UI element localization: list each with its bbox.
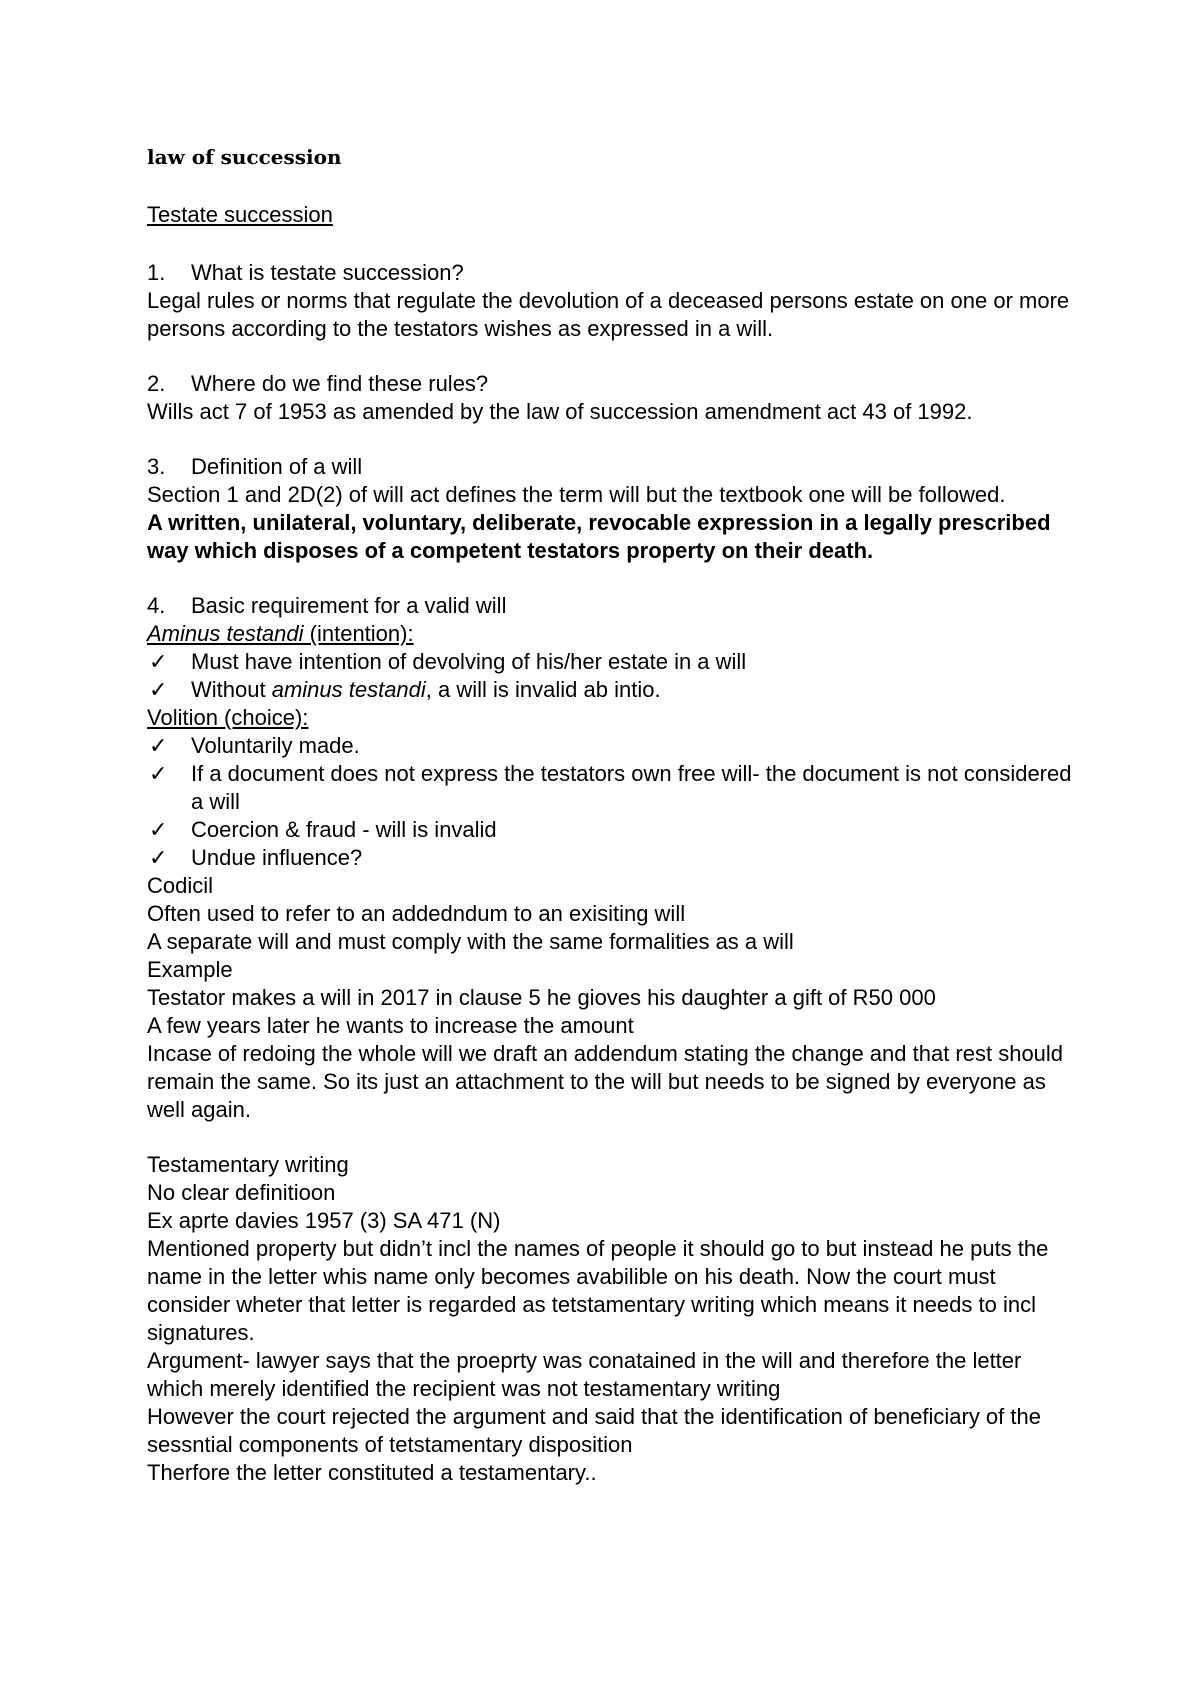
checkmark-icon: ✓: [149, 649, 168, 674]
codicil-section: [147, 872, 1077, 1124]
question-text: What is testate succession?: [191, 260, 464, 285]
list-item: [147, 648, 1077, 676]
volition-label: Volition (choice):: [147, 705, 309, 730]
testamentary-writing-section: [147, 1151, 1077, 1487]
paragraph: Argument- lawyer says that the proeprty was conatained in the will and therefore the letter which merely identified the recipient was not testamentary writing: [147, 1348, 1022, 1401]
animus-testandi-label: [147, 620, 1077, 648]
paragraph: However the court rejected the argument and said that the identification of beneficiary of the sessntial components of tetstamentary disposition: [147, 1404, 1041, 1457]
paragraph: Mentioned property but didn’t incl the names of people it should go to but instead he puts the name in the letter whis name only becomes avabilible on his death. Now the court must consider wheter that letter is regarded as tetstamentary writing which means it needs to incl signatures.: [147, 1236, 1049, 1345]
paragraph: No clear definitioon: [147, 1180, 336, 1205]
question-number: 3.: [147, 454, 166, 479]
paragraph: Testator makes a will in 2017 in clause 5 he gioves his daughter a gift of R50 000: [147, 985, 936, 1010]
example-label: Example: [147, 957, 233, 982]
list-item: [147, 844, 1077, 872]
question-text: Basic requirement for a valid will: [191, 593, 507, 618]
question-4: [147, 592, 1077, 620]
section-heading: Testate succession: [147, 202, 333, 227]
question-text: Where do we find these rules?: [191, 371, 489, 396]
list-item-text: Voluntarily made.: [191, 733, 360, 758]
list-item: [147, 676, 1077, 704]
paragraph: A separate will and must comply with the same formalities as a will: [147, 929, 794, 954]
case-citation: Ex aprte davies 1957 (3) SA 471 (N): [147, 1208, 501, 1233]
answer-2: Wills act 7 of 1953 as amended by the law of succession amendment act 43 of 1992.: [147, 399, 973, 424]
list-item-text: Coercion & fraud - will is invalid: [191, 817, 497, 842]
testamentary-heading: Testamentary writing: [147, 1152, 349, 1177]
answer-3: Section 1 and 2D(2) of will act defines the term will but the textbook one will be followed.: [147, 482, 1006, 507]
question-3: [147, 453, 1077, 481]
list-item-text: Undue influence?: [191, 845, 363, 870]
will-definition: A written, unilateral, voluntary, deliberate, revocable expression in a legally prescribed way which disposes of a competent testators property on their death.: [147, 510, 1051, 563]
checkmark-icon: ✓: [149, 761, 168, 786]
checkmark-icon: ✓: [149, 677, 168, 702]
answer-1: Legal rules or norms that regulate the devolution of a deceased persons estate on one or more persons according to the testators wishes as expressed in a will.: [147, 288, 1070, 341]
list-item: [147, 816, 1077, 844]
codicil-heading: Codicil: [147, 873, 214, 898]
question-number: 1.: [147, 260, 166, 285]
question-2: [147, 370, 1077, 398]
list-item-text: If a document does not express the testators own free will- the document is not considered a will: [191, 761, 1072, 814]
list-item-text: Without aminus testandi, a will is invalid ab intio.: [191, 677, 661, 702]
paragraph: Often used to refer to an addedndum to an exisiting will: [147, 901, 686, 926]
checkmark-icon: ✓: [149, 817, 168, 842]
volition-checklist: [147, 732, 1077, 872]
question-text: Definition of a will: [191, 454, 363, 479]
animus-label-rest: (intention):: [303, 621, 414, 646]
list-item: [147, 732, 1077, 760]
list-item: [147, 760, 1077, 816]
paragraph: A few years later he wants to increase the amount: [147, 1013, 634, 1038]
paragraph: Incase of redoing the whole will we draft an addendum stating the change and that rest should remain the same. So its just an attachment to the will but needs to be signed by everyone as well again.: [147, 1041, 1064, 1122]
checkmark-icon: ✓: [149, 845, 168, 870]
animus-label-italic: Aminus testandi: [147, 621, 304, 646]
document-page: [147, 143, 1077, 1487]
checkmark-icon: ✓: [149, 733, 168, 758]
document-title: law of succession: [147, 145, 342, 169]
paragraph: Therfore the letter constituted a testamentary..: [147, 1460, 597, 1485]
animus-checklist: [147, 648, 1077, 704]
question-number: 4.: [147, 593, 166, 618]
list-item-text: Must have intention of devolving of his/her estate in a will: [191, 649, 747, 674]
question-number: 2.: [147, 371, 166, 396]
question-1: [147, 259, 1077, 287]
